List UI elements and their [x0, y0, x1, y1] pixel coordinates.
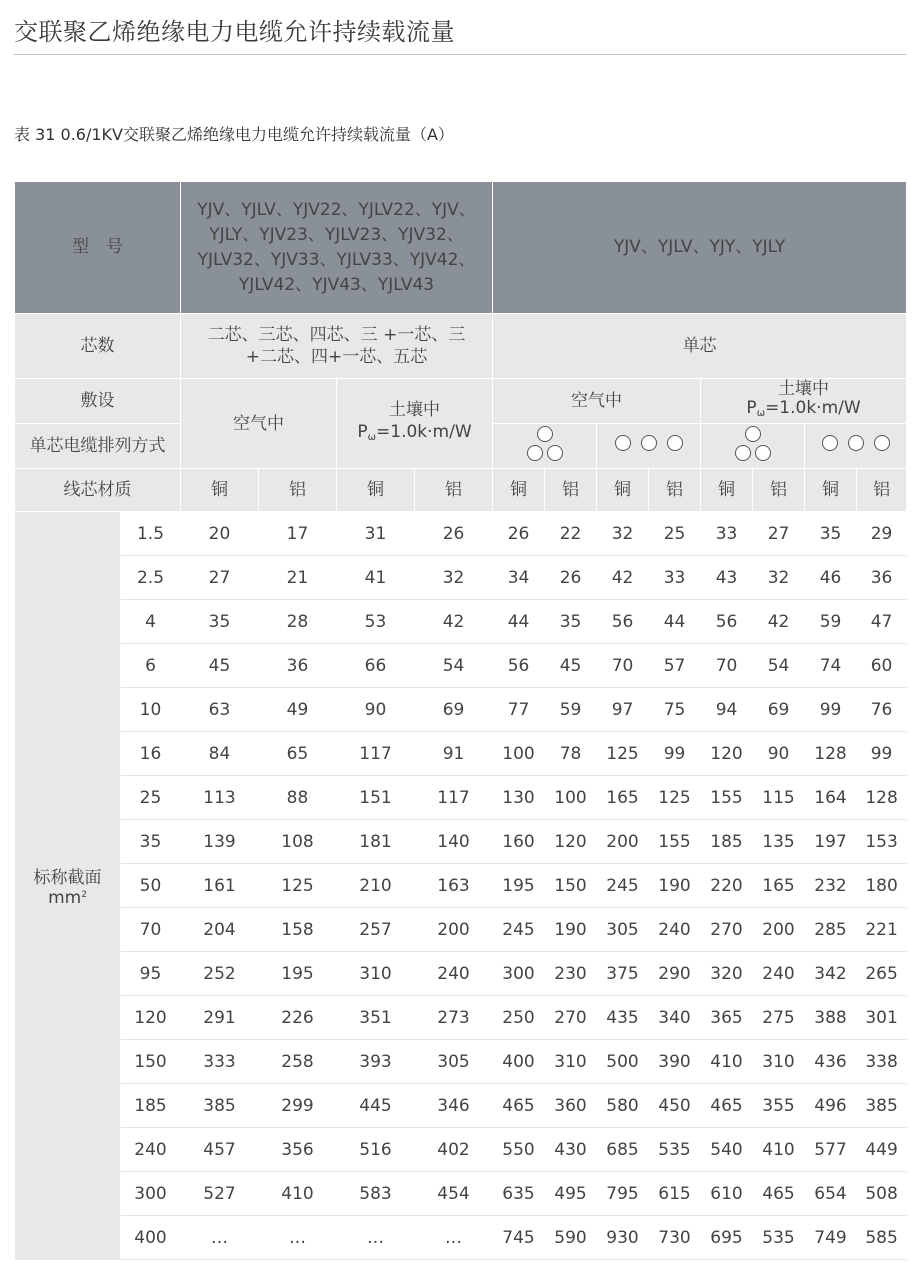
ampacity-cell: 540 [701, 1128, 753, 1172]
ampacity-cell: 31 [337, 512, 415, 556]
table-row [15, 1040, 907, 1084]
ampacity-cell: 161 [181, 864, 259, 908]
ampacity-cell: 35 [181, 600, 259, 644]
ampacity-cell: 26 [415, 512, 493, 556]
ampacity-cell: 654 [805, 1172, 857, 1216]
ampacity-cell: 240 [415, 952, 493, 996]
material-aluminum: 铝 [259, 469, 337, 512]
ampacity-cell: 45 [181, 644, 259, 688]
ampacity-cell: 200 [597, 820, 649, 864]
ampacity-cell: 245 [493, 908, 545, 952]
ampacity-cell: 195 [259, 952, 337, 996]
ampacity-cell: 500 [597, 1040, 649, 1084]
ampacity-cell: 66 [337, 644, 415, 688]
ampacity-cell: 402 [415, 1128, 493, 1172]
ampacity-cell: 590 [545, 1216, 597, 1260]
ampacity-cell: 128 [805, 732, 857, 776]
ampacity-cell: 265 [857, 952, 907, 996]
ampacity-cell: 63 [181, 688, 259, 732]
ampacity-cell: 393 [337, 1040, 415, 1084]
ampacity-cell: 125 [259, 864, 337, 908]
ampacity-cell: 535 [753, 1216, 805, 1260]
ampacity-cell: 120 [545, 820, 597, 864]
ampacity-cell: 615 [649, 1172, 701, 1216]
ampacity-cell: 745 [493, 1216, 545, 1260]
ampacity-cell: 46 [805, 556, 857, 600]
section-size: 6 [121, 644, 181, 688]
table-row [15, 732, 907, 776]
ampacity-cell: 29 [857, 512, 907, 556]
ampacity-cell: 445 [337, 1084, 415, 1128]
ampacity-cell: 291 [181, 996, 259, 1040]
table-row [15, 512, 907, 556]
ampacity-cell: 56 [701, 600, 753, 644]
model-group-multicore: YJV、YJLV、YJV22、YJLV22、YJV、YJLY、YJV23、YJLV23、YJV32、YJLV32、YJV33、YJLV33、YJV42、YJLV42、YJV43、YJLV43 [181, 182, 493, 314]
ampacity-cell: 42 [753, 600, 805, 644]
ampacity-cell: 45 [545, 644, 597, 688]
section-size: 16 [121, 732, 181, 776]
ampacity-cell: 99 [649, 732, 701, 776]
ampacity-cell: 749 [805, 1216, 857, 1260]
ampacity-cell: 33 [649, 556, 701, 600]
section-size: 50 [121, 864, 181, 908]
ampacity-cell: 36 [857, 556, 907, 600]
arrangement-label: 单芯电缆排列方式 [15, 424, 181, 469]
material-copper: 铜 [493, 469, 545, 512]
ampacity-cell: 340 [649, 996, 701, 1040]
ampacity-cell: 577 [805, 1128, 857, 1172]
ampacity-cell: 583 [337, 1172, 415, 1216]
ampacity-cell: 135 [753, 820, 805, 864]
ampacity-cell: 185 [701, 820, 753, 864]
ampacity-cell: 94 [701, 688, 753, 732]
ampacity-cell: 155 [701, 776, 753, 820]
ampacity-cell: 454 [415, 1172, 493, 1216]
laying-soil-singlecore [701, 379, 907, 424]
material-copper: 铜 [181, 469, 259, 512]
ampacity-cell: 385 [857, 1084, 907, 1128]
ampacity-cell: 100 [545, 776, 597, 820]
ampacity-cell: 117 [415, 776, 493, 820]
ampacity-cell: 56 [493, 644, 545, 688]
ampacity-cell: 273 [415, 996, 493, 1040]
ampacity-cell: 197 [805, 820, 857, 864]
ampacity-cell: 74 [805, 644, 857, 688]
section-size: 1.5 [121, 512, 181, 556]
ampacity-cell: 342 [805, 952, 857, 996]
ampacity-cell: 527 [181, 1172, 259, 1216]
ampacity-cell: 99 [805, 688, 857, 732]
ampacity-cell: 128 [857, 776, 907, 820]
ampacity-cell: 730 [649, 1216, 701, 1260]
ampacity-cell: 365 [701, 996, 753, 1040]
ampacity-cell: 75 [649, 688, 701, 732]
ampacity-cell: 449 [857, 1128, 907, 1172]
ampacity-cell: 226 [259, 996, 337, 1040]
ampacity-cell: 28 [259, 600, 337, 644]
laying-soil-multicore [337, 379, 493, 469]
ampacity-cell: 210 [337, 864, 415, 908]
ampacity-cell: 550 [493, 1128, 545, 1172]
flat-row-icon [805, 424, 907, 469]
material-copper: 铜 [337, 469, 415, 512]
ampacity-cell: 245 [597, 864, 649, 908]
ampacity-cell: 240 [649, 908, 701, 952]
section-size: 25 [121, 776, 181, 820]
table-row [15, 1172, 907, 1216]
ampacity-cell: 20 [181, 512, 259, 556]
ampacity-cell: 465 [753, 1172, 805, 1216]
laying-air-singlecore: 空气中 [493, 379, 701, 424]
soil-label: 土壤中 [389, 399, 441, 420]
table-row [15, 688, 907, 732]
ampacity-cell: 49 [259, 688, 337, 732]
page-title: 交联聚乙烯绝缘电力电缆允许持续载流量 [14, 18, 455, 46]
material-aluminum: 铝 [545, 469, 597, 512]
ampacity-cell: 410 [701, 1040, 753, 1084]
material-aluminum: 铝 [415, 469, 493, 512]
ampacity-cell: 190 [649, 864, 701, 908]
table-row [15, 952, 907, 996]
ampacity-cell: 22 [545, 512, 597, 556]
ampacity-cell: 200 [415, 908, 493, 952]
ampacity-cell: 220 [701, 864, 753, 908]
ampacity-cell: 59 [545, 688, 597, 732]
ampacity-cell: 310 [337, 952, 415, 996]
ampacity-cell: 240 [753, 952, 805, 996]
ampacity-cell: 580 [597, 1084, 649, 1128]
cores-singlecore: 单芯 [493, 314, 907, 379]
material-copper: 铜 [805, 469, 857, 512]
section-label-text: 标称截面 [33, 868, 102, 888]
table-row [15, 1216, 907, 1260]
ampacity-cell: 140 [415, 820, 493, 864]
ampacity-cell: 257 [337, 908, 415, 952]
ampacity-cell: 204 [181, 908, 259, 952]
table-row [15, 556, 907, 600]
ampacity-cell: 310 [753, 1040, 805, 1084]
ampacity-cell: 59 [805, 600, 857, 644]
ampacity-cell: … [337, 1216, 415, 1260]
ampacity-cell: 305 [415, 1040, 493, 1084]
ampacity-cell: 495 [545, 1172, 597, 1216]
section-size: 35 [121, 820, 181, 864]
ampacity-cell: 34 [493, 556, 545, 600]
ampacity-cell: 27 [753, 512, 805, 556]
ampacity-cell: 270 [545, 996, 597, 1040]
table-row [15, 864, 907, 908]
ampacity-cell: 32 [753, 556, 805, 600]
section-size: 4 [121, 600, 181, 644]
section-label [15, 512, 121, 1260]
section-size: 185 [121, 1084, 181, 1128]
ampacity-cell: 290 [649, 952, 701, 996]
ampacity-cell: 164 [805, 776, 857, 820]
ampacity-cell: 153 [857, 820, 907, 864]
section-unit: $mm^2$ [48, 888, 87, 908]
ampacity-cell: 351 [337, 996, 415, 1040]
ampacity-cell: 26 [493, 512, 545, 556]
ampacity-cell: 250 [493, 996, 545, 1040]
ampacity-cell: 695 [701, 1216, 753, 1260]
ampacity-cell: 35 [545, 600, 597, 644]
section-size: 240 [121, 1128, 181, 1172]
laying-label: 敷设 [15, 379, 181, 424]
ampacity-cell: 155 [649, 820, 701, 864]
ampacity-cell: 53 [337, 600, 415, 644]
ampacity-cell: 465 [701, 1084, 753, 1128]
ampacity-cell: 300 [493, 952, 545, 996]
ampacity-cell: 151 [337, 776, 415, 820]
cores-multicore: 二芯、三芯、四芯、三 +一芯、三 +二芯、四+一芯、五芯 [181, 314, 493, 379]
section-size: 400 [121, 1216, 181, 1260]
table-caption: 表 31 0.6/1KV交联聚乙烯绝缘电力电缆允许持续载流量（A） [14, 125, 454, 144]
ampacity-cell: 70 [597, 644, 649, 688]
ampacity-cell: 139 [181, 820, 259, 864]
table-row [15, 776, 907, 820]
cores-label: 芯数 [15, 314, 181, 379]
ampacity-cell: 285 [805, 908, 857, 952]
ampacity-cell: 360 [545, 1084, 597, 1128]
section-size: 95 [121, 952, 181, 996]
ampacity-cell: 457 [181, 1128, 259, 1172]
ampacity-cell: 84 [181, 732, 259, 776]
ampacity-cell: 54 [753, 644, 805, 688]
ampacity-cell: 535 [649, 1128, 701, 1172]
ampacity-cell: 346 [415, 1084, 493, 1128]
ampacity-cell: 299 [259, 1084, 337, 1128]
model-group-singlecore: YJV、YJLV、YJY、YJLY [493, 182, 907, 314]
ampacity-cell: 44 [649, 600, 701, 644]
material-aluminum: 铝 [753, 469, 805, 512]
ampacity-cell: … [259, 1216, 337, 1260]
laying-air-multicore: 空气中 [181, 379, 337, 469]
ampacity-cell: 115 [753, 776, 805, 820]
ampacity-cell: 320 [701, 952, 753, 996]
ampacity-cell: 685 [597, 1128, 649, 1172]
ampacity-cell: 78 [545, 732, 597, 776]
ampacity-cell: 465 [493, 1084, 545, 1128]
ampacity-cell: 77 [493, 688, 545, 732]
ampacity-cell: 43 [701, 556, 753, 600]
ampacity-cell: 355 [753, 1084, 805, 1128]
ampacity-cell: 252 [181, 952, 259, 996]
ampacity-cell: 258 [259, 1040, 337, 1084]
ampacity-cell: 90 [753, 732, 805, 776]
ampacity-cell: 88 [259, 776, 337, 820]
material-aluminum: 铝 [649, 469, 701, 512]
section-size: 300 [121, 1172, 181, 1216]
ampacity-cell: 117 [337, 732, 415, 776]
ampacity-cell: 91 [415, 732, 493, 776]
ampacity-cell: 160 [493, 820, 545, 864]
ampacity-cell: 410 [259, 1172, 337, 1216]
ampacity-cell: 356 [259, 1128, 337, 1172]
ampacity-cell: 435 [597, 996, 649, 1040]
trefoil-icon [701, 424, 805, 469]
ampacity-cell: 232 [805, 864, 857, 908]
ampacity-cell: 390 [649, 1040, 701, 1084]
ampacity-cell: 163 [415, 864, 493, 908]
section-size: 120 [121, 996, 181, 1040]
ampacity-cell: 35 [805, 512, 857, 556]
ampacity-cell: 301 [857, 996, 907, 1040]
flat-row-icon [597, 424, 701, 469]
ampacity-cell: 44 [493, 600, 545, 644]
ampacity-cell: 388 [805, 996, 857, 1040]
ampacity-cell: 17 [259, 512, 337, 556]
ampacity-cell: 635 [493, 1172, 545, 1216]
table-row [15, 996, 907, 1040]
ampacity-cell: 930 [597, 1216, 649, 1260]
title-divider [14, 54, 906, 55]
ampacity-cell: 120 [701, 732, 753, 776]
material-aluminum: 铝 [857, 469, 907, 512]
ampacity-cell: 26 [545, 556, 597, 600]
ampacity-cell: 181 [337, 820, 415, 864]
ampacity-cell: 60 [857, 644, 907, 688]
ampacity-cell: 41 [337, 556, 415, 600]
ampacity-cell: 338 [857, 1040, 907, 1084]
ampacity-cell: 200 [753, 908, 805, 952]
ampacity-cell: 54 [415, 644, 493, 688]
ampacity-cell: 180 [857, 864, 907, 908]
ampacity-cell: 57 [649, 644, 701, 688]
ampacity-cell: 310 [545, 1040, 597, 1084]
ampacity-cell: 97 [597, 688, 649, 732]
section-size: 2.5 [121, 556, 181, 600]
ampacity-cell: 195 [493, 864, 545, 908]
ampacity-cell: … [181, 1216, 259, 1260]
table-row [15, 1128, 907, 1172]
table-row [15, 908, 907, 952]
material-copper: 铜 [701, 469, 753, 512]
ampacity-cell: 27 [181, 556, 259, 600]
ampacity-cell: 508 [857, 1172, 907, 1216]
ampacity-cell: 190 [545, 908, 597, 952]
ampacity-cell: 221 [857, 908, 907, 952]
model-label: 型 号 [15, 182, 181, 314]
ampacity-cell: 795 [597, 1172, 649, 1216]
section-size: 10 [121, 688, 181, 732]
soil-label: 土壤中 [778, 378, 830, 399]
ampacity-cell: 270 [701, 908, 753, 952]
ampacity-cell: 36 [259, 644, 337, 688]
ampacity-cell: 165 [597, 776, 649, 820]
ampacity-cell: 430 [545, 1128, 597, 1172]
ampacity-cell: 113 [181, 776, 259, 820]
ampacity-cell: 69 [753, 688, 805, 732]
ampacity-cell: 69 [415, 688, 493, 732]
ampacity-cell: 275 [753, 996, 805, 1040]
ampacity-cell: 21 [259, 556, 337, 600]
ampacity-cell: 70 [701, 644, 753, 688]
table-row [15, 644, 907, 688]
ampacity-cell: 333 [181, 1040, 259, 1084]
section-size: 150 [121, 1040, 181, 1084]
ampacity-cell: 47 [857, 600, 907, 644]
material-label: 线芯材质 [15, 469, 181, 512]
trefoil-icon [493, 424, 597, 469]
ampacity-cell: 90 [337, 688, 415, 732]
ampacity-cell: 385 [181, 1084, 259, 1128]
ampacity-cell: 516 [337, 1128, 415, 1172]
ampacity-cell: 230 [545, 952, 597, 996]
ampacity-cell: 158 [259, 908, 337, 952]
material-copper: 铜 [597, 469, 649, 512]
table-row [15, 600, 907, 644]
ampacity-cell: 125 [597, 732, 649, 776]
ampacity-cell: 42 [415, 600, 493, 644]
ampacity-cell: 436 [805, 1040, 857, 1084]
ampacity-cell: 76 [857, 688, 907, 732]
ampacity-cell: 125 [649, 776, 701, 820]
ampacity-cell: 65 [259, 732, 337, 776]
soil-resistivity: $P_\omega=1.0k\cdot m/W$ [357, 421, 472, 443]
ampacity-cell: 375 [597, 952, 649, 996]
ampacity-table [14, 181, 907, 1260]
soil-resistivity: $P_\omega=1.0k\cdot m/W$ [746, 397, 861, 419]
ampacity-cell: 400 [493, 1040, 545, 1084]
ampacity-cell: 32 [415, 556, 493, 600]
ampacity-cell: 99 [857, 732, 907, 776]
ampacity-cell: 305 [597, 908, 649, 952]
table-row [15, 820, 907, 864]
ampacity-cell: 610 [701, 1172, 753, 1216]
ampacity-cell: 150 [545, 864, 597, 908]
ampacity-cell: 33 [701, 512, 753, 556]
ampacity-cell: 32 [597, 512, 649, 556]
ampacity-cell: 450 [649, 1084, 701, 1128]
table-row [15, 1084, 907, 1128]
section-size: 70 [121, 908, 181, 952]
ampacity-cell: 56 [597, 600, 649, 644]
ampacity-cell: 108 [259, 820, 337, 864]
ampacity-cell: 410 [753, 1128, 805, 1172]
ampacity-cell: 496 [805, 1084, 857, 1128]
ampacity-cell: 42 [597, 556, 649, 600]
ampacity-cell: 585 [857, 1216, 907, 1260]
ampacity-cell: 130 [493, 776, 545, 820]
ampacity-cell: 165 [753, 864, 805, 908]
ampacity-cell: 25 [649, 512, 701, 556]
ampacity-cell: 100 [493, 732, 545, 776]
ampacity-cell: … [415, 1216, 493, 1260]
